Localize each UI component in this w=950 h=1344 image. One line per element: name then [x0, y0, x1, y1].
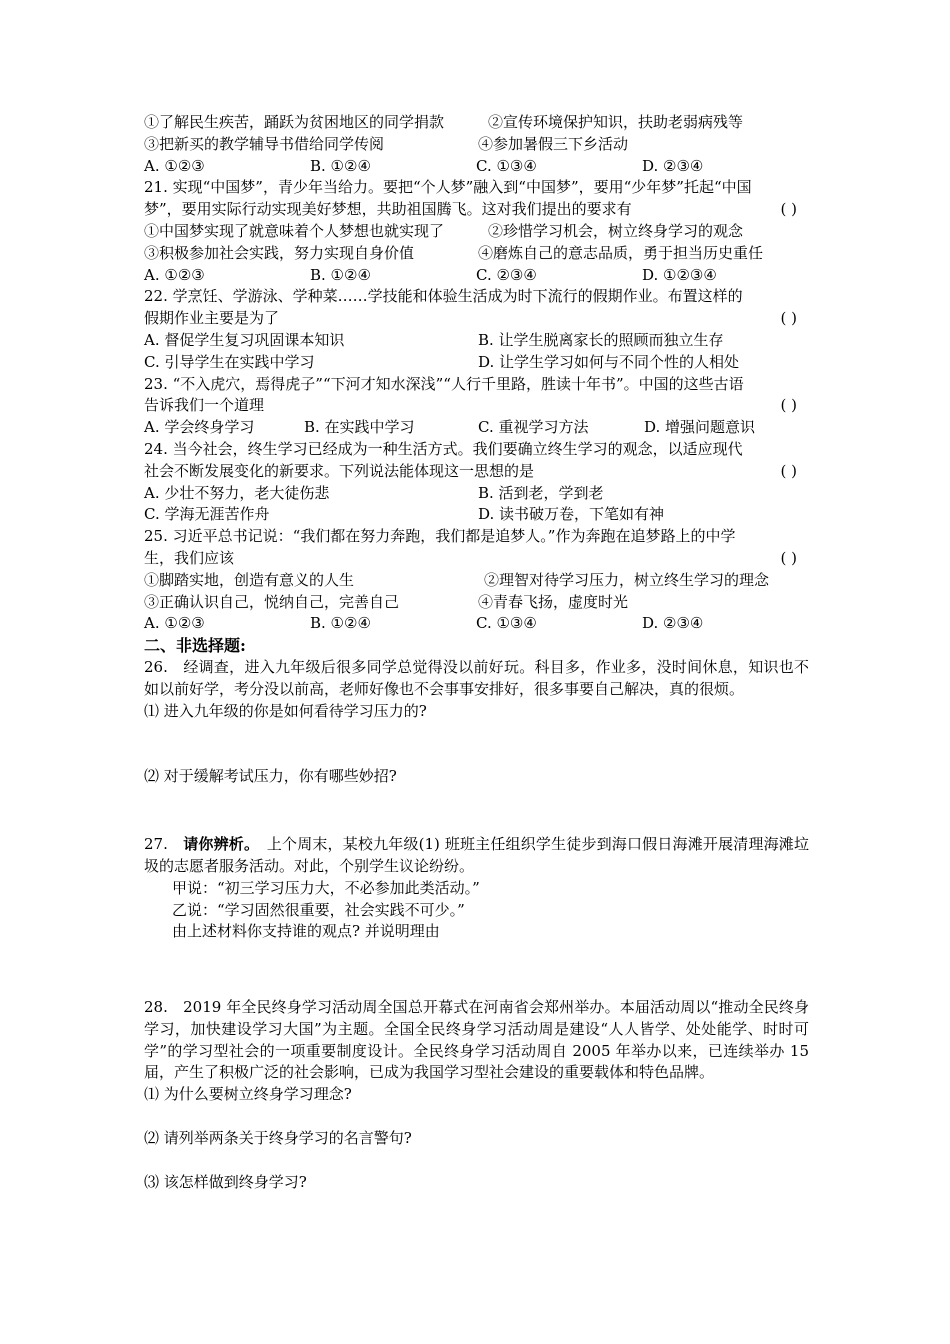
q25-options-row-1	[144, 570, 809, 592]
q21-options-row-1	[144, 221, 809, 243]
q25-option-1: ①脚踏实地，创造有意义的人生	[144, 570, 355, 589]
q22-choices-row-1	[144, 330, 809, 352]
q28-answer-space-2[interactable]	[144, 1150, 809, 1172]
q27-block	[144, 834, 809, 878]
q23-stem-1: 23. “不入虎穴，焉得虎子”“下河才知水深浅”“人行千里路，胜读十年书”。中国的这些古语	[144, 374, 744, 393]
q22-stem-2-row	[144, 308, 809, 330]
q20-option-2: ②宣传环境保护知识，扶助老弱病残等	[488, 113, 744, 131]
q24-choice-c[interactable]: C. 学海无涯苦作舟	[144, 505, 270, 524]
q21-option-2: ②珍惜学习机会，树立终身学习的观念	[488, 221, 744, 240]
q27-answer-space[interactable]	[144, 943, 809, 997]
q26-sub-2: ⑵ 对于缓解考试压力，你有哪些妙招?	[144, 767, 397, 786]
q28-text: 28. 2019 年全民终身学习活动周全国总开幕式在河南省会郑州举办。本届活动周以“推动全民终身学习，加快建设学习大国”为主题。全国全民终身学习活动周是建设“人人皆学、处处能学、时时可学”的学习型社会的一项重要制度设计。全民终身学习活动周自 2005 年举办以来，已连续举办 15 届，产生了积极广泛的社会影响，已成为我国学习型社会建设的重要载体和特色品牌。	[144, 998, 809, 1082]
q25-option-2: ②理智对待学习压力，树立终生学习的理念	[484, 570, 770, 589]
q21-choice-c[interactable]: C. ②③④	[476, 265, 537, 284]
q23-choice-a[interactable]: A. 学会终身学习	[144, 418, 255, 437]
q24-stem-2: 社会不断发展变化的新要求。下列说法能体现这一思想的是	[144, 461, 535, 480]
q20-choice-a[interactable]: A. ①②③	[144, 156, 205, 175]
q20-option-4: ④参加暑假三下乡活动	[478, 134, 629, 153]
q25-stem-2: 生，我们应该	[144, 548, 235, 567]
q25-choice-c[interactable]: C. ①③④	[476, 614, 537, 633]
q25-choice-d[interactable]: D. ②③④	[642, 614, 704, 633]
q24-choice-a[interactable]: A. 少壮不努力，老大徒伤悲	[144, 483, 330, 502]
q27-text: 上个周末，某校九年级(1) 班班主任组织学生徒步到海口假日海滩开展清理海滩垃圾的志愿者服务活动。对此，个别学生议论纷纷。	[144, 835, 809, 875]
q27-yi: 乙说：“学习固然很重要，社会实践不可少。”	[172, 900, 465, 919]
q22-choices-row-2	[144, 352, 809, 374]
q21-choice-b[interactable]: B. ①②④	[310, 265, 371, 284]
q24-choices-row-1	[144, 483, 809, 505]
q25-choice-a[interactable]: A. ①②③	[144, 614, 205, 633]
q24-stem-1: 24. 当今社会，终生学习已经成为一种生活方式。我们要确立终生学习的观念，以适应现代	[144, 439, 743, 458]
q23-choice-c[interactable]: C. 重视学习方法	[478, 418, 589, 437]
q26-answer-space-2[interactable]	[144, 788, 809, 834]
q24-choice-b[interactable]: B. 活到老，学到老	[478, 483, 604, 502]
q28-sub-3: ⑶ 该怎样做到终身学习?	[144, 1172, 307, 1191]
q23-choices	[144, 417, 809, 439]
q21-options-row-2	[144, 243, 809, 265]
q20-choice-c[interactable]: C. ①③④	[476, 156, 537, 175]
q21-stem-1: 21. 实现“中国梦”，青少年当给力。要把“个人梦”融入到“中国梦”，要用“少年梦”托起“中国	[144, 178, 752, 197]
q23-choice-b[interactable]: B. 在实践中学习	[304, 418, 415, 437]
q28-sub-2: ⑵ 请列举两条关于终身学习的名言警句?	[144, 1129, 412, 1148]
q20-options-row-1	[144, 112, 809, 134]
q23-stem-2: 告诉我们一个道理	[144, 396, 265, 415]
q22-answer-paren[interactable]: ( )	[780, 309, 797, 328]
q23-stem-2-row	[144, 395, 809, 417]
q27-title: 请你辨析。	[183, 835, 252, 854]
section-heading-non-choice: 二、非选择题:	[144, 636, 246, 656]
q24-answer-paren[interactable]: ( )	[780, 461, 797, 480]
q22-stem-1: 22. 学烹饪、学游泳、学种菜……学技能和体验生活成为时下流行的假期作业。布置这样的	[144, 287, 743, 306]
q20-choice-b[interactable]: B. ①②④	[310, 156, 371, 175]
q20-option-3: ③把新买的教学辅导书借给同学传阅	[144, 134, 385, 153]
q26-sub-1: ⑴ 进入九年级的你是如何看待学习压力的?	[144, 701, 427, 720]
q24-choices-row-2	[144, 504, 809, 526]
q24-stem-2-row	[144, 461, 809, 483]
q21-answer-paren[interactable]: ( )	[780, 200, 797, 219]
q25-option-4: ④青春飞扬，虚度时光	[478, 592, 629, 611]
q25-answer-paren[interactable]: ( )	[780, 548, 797, 567]
q21-stem-2-row	[144, 199, 809, 221]
q21-option-4: ④磨炼自己的意志品质，勇于担当历史重任	[478, 243, 764, 262]
q23-choice-d[interactable]: D. 增强问题意识	[644, 418, 756, 437]
q21-option-3: ③积极参加社会实践，努力实现自身价值	[144, 243, 415, 262]
q22-choice-c[interactable]: C. 引导学生在实践中学习	[144, 352, 315, 371]
q28-answer-space-1[interactable]	[144, 1106, 809, 1128]
q25-choices	[144, 613, 809, 635]
q21-choice-a[interactable]: A. ①②③	[144, 265, 205, 284]
q27-jia: 甲说：“初三学习压力大，不必参加此类活动。”	[172, 878, 480, 897]
q25-stem-2-row	[144, 548, 809, 570]
q27-number: 27.	[144, 835, 168, 854]
exam-page	[144, 112, 809, 1194]
q25-stem-1: 25. 习近平总书记说：“我们都在努力奔跑，我们都是追梦人。”作为奔跑在追梦路上的中学	[144, 527, 736, 546]
q25-option-3: ③正确认识自己，悦纳自己，完善自己	[144, 592, 400, 611]
q25-options-row-2	[144, 592, 809, 614]
q23-answer-paren[interactable]: ( )	[780, 396, 797, 415]
q20-options-row-2	[144, 134, 809, 156]
q20-choice-d[interactable]: D. ②③④	[642, 156, 704, 175]
q22-choice-a[interactable]: A. 督促学生复习巩固课本知识	[144, 330, 345, 349]
q22-stem-2: 假期作业主要是为了	[144, 309, 280, 328]
q21-choice-d[interactable]: D. ①②③④	[642, 265, 717, 284]
q26-text: 26. 经调查，进入九年级后很多同学总觉得没以前好玩。科目多，作业多，没时间休息，知识也不如以前好学，考分没以前高，老师好像也不会事事安排好，很多事要自己解决，真的很烦。	[144, 657, 809, 698]
q20-option-1: ①了解民生疾苦，踊跃为贫困地区的同学捐款	[144, 113, 445, 131]
q27-ask: 由上述材料你支持谁的观点? 并说明理由	[172, 922, 440, 941]
q22-choice-b[interactable]: B. 让学生脱离家长的照顾而独立生存	[478, 330, 724, 349]
q26-answer-space-1[interactable]	[144, 722, 809, 766]
q22-choice-d[interactable]: D. 让学生学习如何与不同个性的人相处	[478, 352, 740, 371]
q28-sub-1: ⑴ 为什么要树立终身学习理念?	[144, 1085, 352, 1104]
q25-choice-b[interactable]: B. ①②④	[310, 614, 371, 633]
q21-option-1: ①中国梦实现了就意味着个人梦想也就实现了	[144, 221, 445, 240]
q21-choices	[144, 265, 809, 287]
q24-choice-d[interactable]: D. 读书破万卷，下笔如有神	[478, 505, 665, 524]
q20-choices	[144, 156, 809, 178]
q21-stem-2: 梦”，要用实际行动实现美好梦想，共助祖国腾飞。这对我们提出的要求有	[144, 200, 632, 219]
